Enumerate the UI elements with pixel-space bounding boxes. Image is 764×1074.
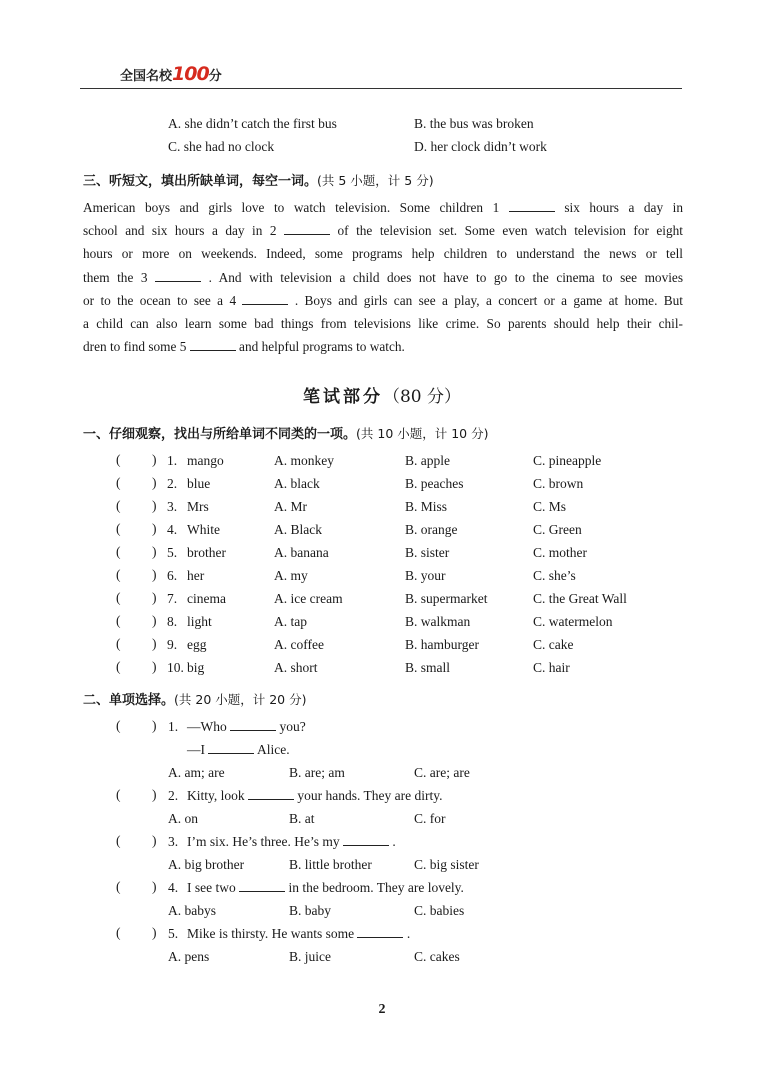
answer-bracket[interactable]: ( ): [116, 498, 157, 513]
option-b: B. orange: [405, 522, 458, 537]
answer-blank[interactable]: [239, 879, 285, 892]
option-a: A. banana: [274, 545, 329, 560]
mc-options-2: [0, 809, 764, 831]
option-a: A. my: [274, 568, 308, 583]
option-c: C. babies: [414, 903, 465, 918]
brand-suffix: 分: [208, 69, 222, 84]
listening-passage: [83, 196, 683, 358]
option-b: B. walkman: [405, 614, 471, 629]
question-number: 3.: [167, 499, 178, 514]
question-number: 2.: [167, 476, 178, 491]
option-a: A. monkey: [274, 453, 334, 468]
passage-line: dren to find some 5 and helpful programs to watch.: [83, 339, 405, 355]
option-c: C. the Great Wall: [533, 591, 627, 606]
option-b: B. are; am: [289, 765, 345, 780]
option-c: C. mother: [533, 545, 588, 560]
question-text: —Who you?: [187, 719, 306, 734]
question-number: 7.: [167, 591, 178, 606]
mc-question-1: [0, 717, 764, 739]
answer-blank[interactable]: [343, 833, 389, 846]
blank-2[interactable]: [284, 222, 330, 235]
option-a: A. she didn’t catch the first bus: [168, 116, 337, 131]
part1-heading: 一、仔细观察，找出与所给单词不同类的一项。(共 10 小题，计 10 分): [83, 426, 489, 442]
question-number: 4.: [168, 880, 179, 895]
passage-line: them the 3 . And with television a child does not have to go to the cinema to see movies: [83, 269, 683, 285]
brand-number: 100: [172, 63, 209, 85]
answer-bracket[interactable]: ( ): [116, 521, 157, 536]
written-part-title: 笔试部分（80 分）: [302, 387, 462, 407]
option-b: B. hamburger: [405, 637, 479, 652]
question-text: Mike is thirsty. He wants some .: [187, 926, 411, 941]
given-word: big: [187, 660, 205, 675]
option-b: B. Miss: [405, 499, 448, 514]
option-c: C. watermelon: [533, 614, 613, 629]
blank-4[interactable]: [242, 292, 288, 305]
odd-one-out-row: [0, 497, 764, 519]
answer-bracket[interactable]: ( ): [116, 659, 157, 674]
odd-one-out-row: [0, 474, 764, 496]
option-b: B. sister: [405, 545, 450, 560]
blank-5[interactable]: [190, 338, 236, 351]
option-c: C. are; are: [414, 765, 470, 780]
odd-one-out-row: [0, 566, 764, 588]
brand-logo: [120, 63, 222, 85]
odd-one-out-row: [0, 451, 764, 473]
option-c: C. Ms: [533, 499, 567, 514]
option-b: B. apple: [405, 453, 451, 468]
mc-question-2: [0, 786, 764, 808]
option-a: A. pens: [168, 949, 210, 964]
given-word: White: [187, 522, 220, 537]
question-number: 8.: [167, 614, 178, 629]
given-word: blue: [187, 476, 211, 491]
question-number: 1.: [168, 719, 179, 734]
answer-bracket[interactable]: ( ): [116, 833, 157, 848]
answer-bracket[interactable]: ( ): [116, 475, 157, 490]
option-a: A. big brother: [168, 857, 245, 872]
answer-bracket[interactable]: ( ): [116, 452, 157, 467]
given-word: her: [187, 568, 205, 583]
option-a: A. am; are: [168, 765, 225, 780]
brand-prefix: 全国名校: [120, 69, 173, 84]
answer-bracket[interactable]: ( ): [116, 636, 157, 651]
option-c: C. big sister: [414, 857, 479, 872]
answer-bracket[interactable]: ( ): [116, 613, 157, 628]
answer-bracket[interactable]: ( ): [116, 718, 157, 733]
option-a: A. tap: [274, 614, 307, 629]
question-number: 1.: [167, 453, 178, 468]
answer-bracket[interactable]: ( ): [116, 787, 157, 802]
question-number: 4.: [167, 522, 178, 537]
odd-one-out-row: [0, 612, 764, 634]
answer-bracket[interactable]: ( ): [116, 925, 157, 940]
question-text: —I Alice.: [187, 742, 290, 757]
question-number: 3.: [168, 834, 179, 849]
option-c: C. she’s: [533, 568, 576, 583]
given-word: mango: [187, 453, 224, 468]
odd-one-out-row: [0, 543, 764, 565]
given-word: brother: [187, 545, 226, 560]
odd-one-out-row: [0, 520, 764, 542]
option-c: C. cakes: [414, 949, 460, 964]
mc-options-1: [0, 763, 764, 785]
option-a: A. on: [168, 811, 198, 826]
passage-line: hours or more on weekends. Indeed, some programs help children to understand the news or tell: [83, 246, 683, 262]
option-b: B. little brother: [289, 857, 372, 872]
option-a: A. ice cream: [274, 591, 343, 606]
passage-line: school and six hours a day in 2 of the television set. Some even watch television for eight: [83, 223, 683, 239]
option-b: B. your: [405, 568, 446, 583]
option-c: C. brown: [533, 476, 584, 491]
answer-bracket[interactable]: ( ): [116, 567, 157, 582]
option-b: B. baby: [289, 903, 332, 918]
option-c: C. Green: [533, 522, 582, 537]
question-number: 6.: [167, 568, 178, 583]
option-b: B. small: [405, 660, 451, 675]
mc-question-1-line2: [0, 740, 764, 762]
part2-heading: 二、单项选择。(共 20 小题，计 20 分): [83, 692, 307, 708]
mc-question-4: [0, 878, 764, 900]
answer-blank[interactable]: [248, 787, 294, 800]
option-d: D. her clock didn’t work: [414, 139, 547, 154]
option-c: C. hair: [533, 660, 570, 675]
question-number: 2.: [168, 788, 179, 803]
option-a: A. babys: [168, 903, 216, 918]
option-a: A. black: [274, 476, 320, 491]
blank-1[interactable]: [509, 199, 555, 212]
question-text: Kitty, look your hands. They are dirty.: [187, 788, 443, 803]
section3-heading: 三、听短文，填出所缺单词，每空一词。(共 5 小题，计 5 分): [83, 173, 434, 189]
passage-line: a child can also learn some bad things from televisions like crime. So parents should help their chil-: [83, 316, 683, 332]
question-text: I’m six. He’s three. He’s my .: [187, 834, 396, 849]
blank-3[interactable]: [155, 269, 201, 282]
passage-line: American boys and girls love to watch television. Some children 1 six hours a day in: [83, 200, 683, 215]
answer-bracket[interactable]: ( ): [116, 544, 157, 559]
question-text: I see two in the bedroom. They are lovely.: [187, 880, 464, 895]
mc-options-3: [0, 855, 764, 877]
option-a: A. Mr: [274, 499, 307, 514]
answer-bracket[interactable]: ( ): [116, 879, 157, 894]
question-number: 10.: [167, 660, 184, 675]
option-a: A. short: [274, 660, 318, 675]
passage-line: or to the ocean to see a 4 . Boys and girls can see a play, a concert or a game at home. But: [83, 292, 683, 308]
option-b: B. at: [289, 811, 315, 826]
option-b: B. supermarket: [405, 591, 488, 606]
mc-options-4: [0, 901, 764, 923]
mc-question-3: [0, 832, 764, 854]
option-c: C. cake: [533, 637, 574, 652]
page-header: [80, 62, 682, 89]
option-c: C. she had no clock: [168, 139, 275, 154]
answer-bracket[interactable]: ( ): [116, 590, 157, 605]
mc-question-5: [0, 924, 764, 946]
mc-options-5: [0, 947, 764, 969]
given-word: cinema: [187, 591, 226, 606]
option-a: A. coffee: [274, 637, 324, 652]
question-number: 5.: [168, 926, 179, 941]
option-c: C. pineapple: [533, 453, 602, 468]
answer-blank[interactable]: [208, 741, 254, 754]
answer-blank[interactable]: [357, 925, 403, 938]
question-number: 9.: [167, 637, 178, 652]
option-b: B. peaches: [405, 476, 464, 491]
odd-one-out-row: [0, 589, 764, 611]
option-b: B. the bus was broken: [414, 116, 534, 131]
option-c: C. for: [414, 811, 446, 826]
odd-one-out-row: [0, 658, 764, 680]
given-word: egg: [187, 637, 207, 652]
given-word: Mrs: [187, 499, 209, 514]
odd-one-out-row: [0, 635, 764, 657]
page-number: 2: [378, 1002, 386, 1017]
option-a: A. Black: [274, 522, 322, 537]
question-number: 5.: [167, 545, 178, 560]
given-word: light: [187, 614, 212, 629]
option-b: B. juice: [289, 949, 332, 964]
answer-blank[interactable]: [230, 718, 276, 731]
